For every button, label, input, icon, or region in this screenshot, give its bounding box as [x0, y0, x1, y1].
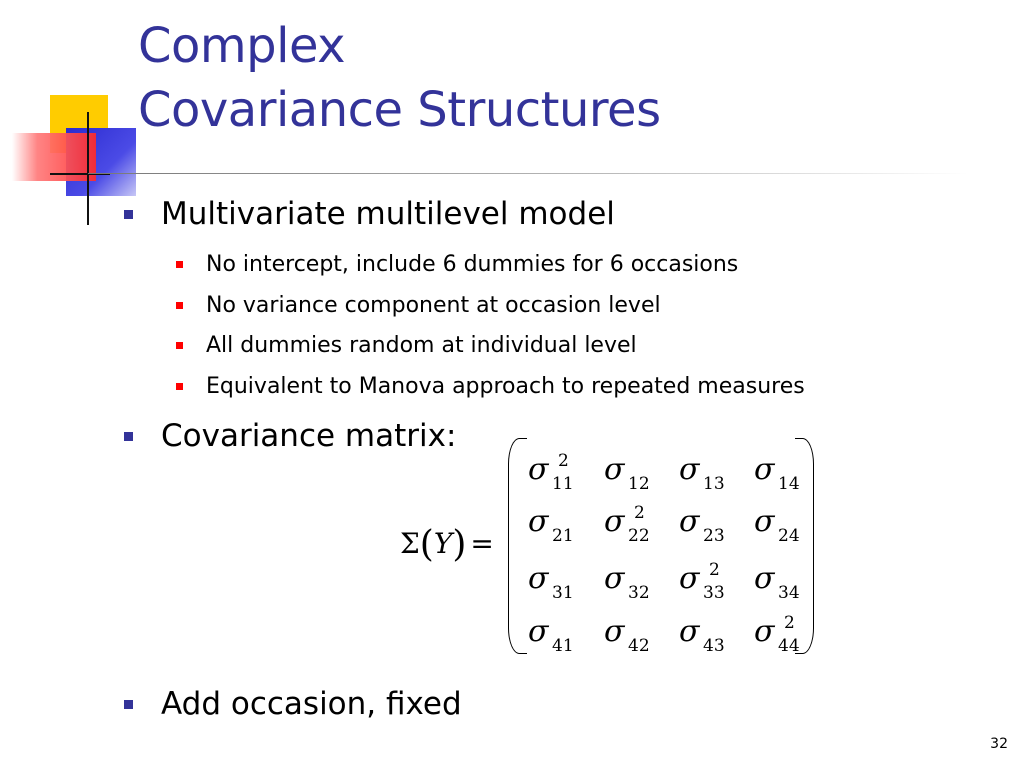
- cell-subscript: 23: [703, 526, 725, 546]
- cell-subscript: 11: [552, 474, 574, 494]
- cell-superscript: 2: [634, 503, 645, 523]
- sub-bullet-no-variance: [176, 293, 661, 318]
- matrix-cell: [528, 614, 598, 654]
- covariance-matrix-equation: [400, 438, 830, 656]
- cell-subscript: 14: [778, 474, 800, 494]
- equation-lhs: [400, 524, 494, 565]
- close-paren: ): [452, 524, 467, 565]
- matrix-cell: [754, 561, 824, 601]
- cell-subscript: 43: [703, 636, 725, 656]
- sigma-symbol: σ: [679, 614, 700, 649]
- matrix-cell: [528, 561, 598, 601]
- cell-superscript: 2: [558, 451, 569, 471]
- equals-sign: =: [470, 527, 494, 560]
- cell-subscript: 33: [703, 583, 725, 603]
- sigma-symbol: σ: [754, 561, 775, 596]
- matrix-cell: [528, 504, 598, 544]
- square-bullet-icon: [176, 302, 183, 309]
- cell-subscript: 12: [628, 474, 650, 494]
- cell-superscript: 2: [784, 613, 795, 633]
- matrix-cell: [754, 504, 824, 544]
- matrix-cell: [679, 452, 749, 492]
- matrix-cell: [604, 561, 674, 601]
- variable-y: Y: [433, 527, 453, 560]
- square-bullet-icon: [176, 261, 183, 268]
- sub-bullet-dummies-random: [176, 333, 637, 358]
- bullet-add-occasion: [124, 686, 462, 722]
- matrix-left-paren: [508, 438, 527, 654]
- square-bullet-icon: [176, 342, 183, 349]
- sigma-symbol: σ: [754, 504, 775, 539]
- cell-subscript: 44: [778, 636, 800, 656]
- sub-bullet-text: All dummies random at individual level: [206, 333, 637, 358]
- sub-bullet-manova: [176, 374, 805, 399]
- sigma-symbol: σ: [528, 561, 549, 596]
- square-bullet-icon: [176, 383, 183, 390]
- cell-subscript: 34: [778, 583, 800, 603]
- sigma-symbol: σ: [754, 614, 775, 649]
- square-bullet-icon: [124, 210, 133, 219]
- square-bullet-icon: [124, 700, 133, 709]
- sub-bullet-no-intercept: [176, 252, 738, 277]
- sigma-symbol: σ: [528, 614, 549, 649]
- sigma-symbol: σ: [528, 504, 549, 539]
- capital-sigma: Σ: [400, 527, 420, 560]
- sigma-symbol: σ: [604, 614, 625, 649]
- covariance-matrix: [508, 438, 814, 656]
- matrix-cell: [604, 504, 674, 544]
- sigma-symbol: σ: [604, 452, 625, 487]
- matrix-cell: [528, 452, 598, 492]
- cell-subscript: 42: [628, 636, 650, 656]
- cell-subscript: 31: [552, 583, 574, 603]
- slide-title-line-1: Complex: [138, 18, 346, 74]
- cell-subscript: 41: [552, 636, 574, 656]
- square-bullet-icon: [124, 432, 133, 441]
- cell-subscript: 32: [628, 583, 650, 603]
- sigma-symbol: σ: [679, 561, 700, 596]
- matrix-cell: [604, 452, 674, 492]
- open-paren: (: [419, 524, 434, 565]
- title-divider-rule: [88, 173, 968, 174]
- matrix-cell: [679, 614, 749, 654]
- sub-bullet-text: Equivalent to Manova approach to repeated measures: [206, 374, 805, 399]
- sub-bullet-text: No variance component at occasion level: [206, 293, 661, 318]
- bullet-multivariate-model: [124, 196, 615, 232]
- slide-title-line-2: Covariance Structures: [138, 82, 661, 138]
- bullet-text: Multivariate multilevel model: [161, 196, 615, 232]
- cell-subscript: 24: [778, 526, 800, 546]
- matrix-cell: [754, 614, 824, 654]
- matrix-cell: [754, 452, 824, 492]
- cell-subscript: 22: [628, 526, 650, 546]
- sigma-symbol: σ: [754, 452, 775, 487]
- sigma-symbol: σ: [604, 504, 625, 539]
- slide-title: [138, 14, 661, 142]
- sigma-symbol: σ: [604, 561, 625, 596]
- sigma-symbol: σ: [528, 452, 549, 487]
- bullet-text: Add occasion, fixed: [161, 686, 462, 722]
- cell-subscript: 13: [703, 474, 725, 494]
- matrix-cell: [679, 561, 749, 601]
- decor-vertical-line: [87, 112, 89, 225]
- slide-number: 32: [990, 736, 1008, 752]
- matrix-cell: [679, 504, 749, 544]
- cell-superscript: 2: [709, 560, 720, 580]
- sub-bullet-text: No intercept, include 6 dummies for 6 occasions: [206, 252, 739, 277]
- matrix-cell: [604, 614, 674, 654]
- sigma-symbol: σ: [679, 452, 700, 487]
- cell-subscript: 21: [552, 526, 574, 546]
- bullet-text: Covariance matrix:: [161, 418, 457, 454]
- sigma-symbol: σ: [679, 504, 700, 539]
